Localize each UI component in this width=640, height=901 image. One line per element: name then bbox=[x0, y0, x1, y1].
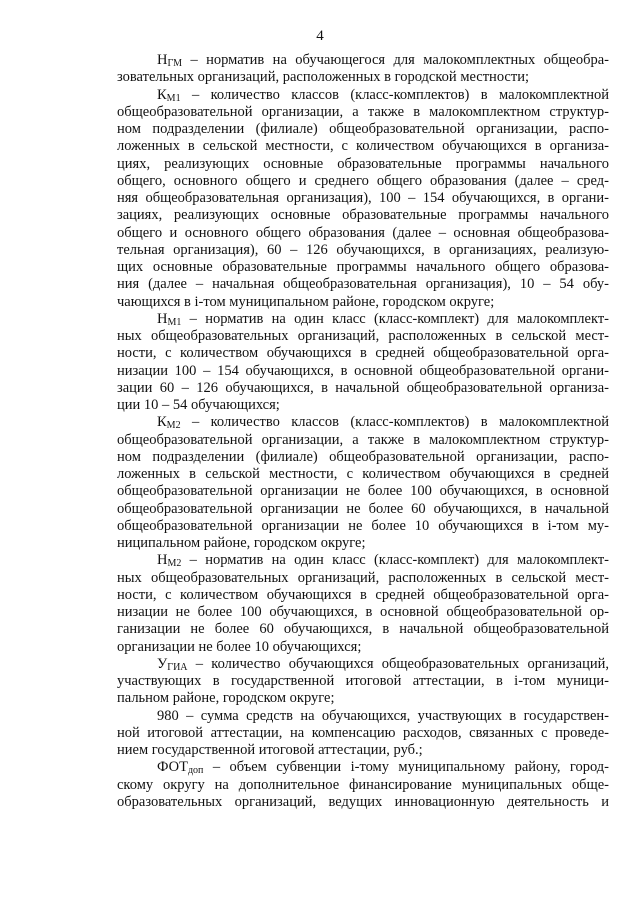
text-segment: организации не более 10 обучающихся; bbox=[117, 638, 362, 655]
text-segment: ложенных в сельской местности, с количеством обучающихся в средней bbox=[117, 466, 609, 482]
text-line bbox=[117, 518, 609, 535]
text-line bbox=[117, 708, 609, 725]
text-segment: ния (далее – начальная общеобразовательная организация), 10 – 54 обу- bbox=[117, 276, 609, 293]
text-segment: – норматив на обучающегося для малокомплектных общеобра- bbox=[182, 52, 609, 68]
text-segment: ности, с количеством обучающихся в средней общеобразовательной орга- bbox=[117, 586, 609, 603]
text-line bbox=[117, 501, 609, 518]
text-segment: участвующих в государственной итоговой аттестации, в i-том муници- bbox=[117, 673, 609, 689]
text-segment: щих основные образовательные программы начального общего образова- bbox=[117, 259, 609, 275]
text-segment: чающихся в i-том муниципальном районе, городском округе; bbox=[117, 293, 495, 310]
text-segment: – количество классов (класс-комплектов) в малокомплектной bbox=[180, 414, 609, 431]
text-line bbox=[117, 259, 609, 276]
text-segment: – количество классов (класс-комплектов) в малокомплектной bbox=[180, 86, 609, 103]
text-segment: ных общеобразовательных организаций, расположенных в сельской мест- bbox=[117, 569, 609, 586]
text-line bbox=[117, 690, 609, 707]
variable-subscript: ГМ bbox=[167, 58, 183, 69]
text-line bbox=[117, 639, 609, 656]
text-segment: общеобразовательной организации, а также в малокомплектном структур- bbox=[117, 431, 609, 448]
text-segment: общеобразовательной организации не более 60 обучающихся, в начальной bbox=[117, 500, 609, 517]
text-segment: 980 – сумма средств на обучающихся, участвующих в государствен- bbox=[157, 707, 609, 724]
text-segment: общеобразовательной организации не более 10 обучающихся в i-том му- bbox=[117, 517, 609, 534]
variable-subscript: М1 bbox=[166, 92, 181, 104]
text-segment: – объем субвенции i-тому муниципальному району, город- bbox=[203, 759, 609, 776]
text-line bbox=[117, 104, 609, 121]
text-line bbox=[117, 294, 609, 311]
text-line bbox=[117, 673, 609, 690]
text-line bbox=[117, 207, 609, 224]
body-text bbox=[117, 52, 609, 811]
text-line bbox=[117, 345, 609, 362]
text-line bbox=[117, 483, 609, 500]
text-line bbox=[117, 311, 609, 328]
text-line bbox=[117, 432, 609, 449]
text-segment: У bbox=[157, 655, 168, 672]
text-line bbox=[117, 414, 609, 431]
page-number: 4 bbox=[316, 28, 324, 44]
text-segment: общеобразовательной организации не более 100 обучающихся, в основной bbox=[117, 483, 609, 500]
variable-subscript: М2 bbox=[166, 420, 181, 432]
text-line bbox=[117, 52, 609, 69]
text-line bbox=[117, 621, 609, 638]
text-line bbox=[117, 328, 609, 345]
text-line bbox=[117, 742, 609, 759]
text-segment: нием государственной итоговой аттестации, руб.; bbox=[117, 742, 423, 758]
text-line bbox=[117, 87, 609, 104]
text-line bbox=[117, 397, 609, 414]
text-segment: Н bbox=[157, 552, 168, 569]
text-line bbox=[117, 656, 609, 673]
text-line bbox=[117, 777, 609, 794]
text-segment: – норматив на один класс (класс-комплект) для малокомплект- bbox=[181, 552, 609, 569]
text-segment: скому округу на дополнительное финансирование муниципальных обще- bbox=[117, 776, 609, 793]
text-line bbox=[117, 69, 609, 86]
text-line bbox=[117, 552, 609, 569]
text-line bbox=[117, 190, 609, 207]
text-line bbox=[117, 604, 609, 621]
text-segment: – количество обучающихся общеобразовательных организаций, bbox=[187, 655, 609, 672]
text-segment: ных общеобразовательных организаций, расположенных в сельской мест- bbox=[117, 328, 609, 344]
text-line bbox=[117, 156, 609, 173]
text-segment: пальном районе, городском округе; bbox=[117, 690, 335, 707]
text-segment: зации 60 – 126 обучающихся, в начальной общеобразовательной организа- bbox=[117, 379, 609, 396]
text-line bbox=[117, 242, 609, 259]
text-line bbox=[117, 759, 609, 776]
text-line bbox=[117, 225, 609, 242]
text-line bbox=[117, 121, 609, 138]
text-line bbox=[117, 570, 609, 587]
text-segment: зовательных организаций, расположенных в городской местности; bbox=[117, 69, 529, 86]
variable-subscript: ГИА bbox=[167, 661, 188, 673]
text-line bbox=[117, 587, 609, 604]
text-segment: няя общеобразовательная организация), 100 – 154 обучающихся, в органи- bbox=[117, 190, 609, 206]
text-line bbox=[117, 725, 609, 742]
text-line bbox=[117, 466, 609, 483]
text-line bbox=[117, 138, 609, 155]
text-segment: К bbox=[157, 414, 167, 431]
text-segment: низации 100 – 154 обучающихся, в основной общеобразовательной органи- bbox=[117, 362, 609, 379]
text-segment: ции 10 – 54 обучающихся; bbox=[117, 397, 280, 413]
text-line bbox=[117, 794, 609, 811]
text-line bbox=[117, 449, 609, 466]
text-segment: ном подразделении (филиале) общеобразовательной организации, распо- bbox=[117, 448, 609, 465]
text-segment: зациях, реализующих основные образовательные программы начального bbox=[117, 207, 609, 224]
variable-subscript: М2 bbox=[167, 558, 182, 570]
text-line bbox=[117, 173, 609, 190]
text-segment: циях, реализующих основные образовательные программы начального bbox=[117, 155, 609, 172]
text-segment: Н bbox=[157, 310, 168, 327]
text-segment: ФОТ bbox=[157, 759, 188, 776]
text-segment: ложенных в сельской местности, с количеством обучающихся в организа- bbox=[117, 138, 609, 155]
text-segment: общеобразовательной организации, а также в малокомплектном структур- bbox=[117, 103, 609, 120]
text-segment: тельная организация), 60 – 126 обучающихся, в организациях, реализую- bbox=[117, 241, 609, 258]
text-segment: ганизации не более 60 обучающихся, в начальной общеобразовательной bbox=[117, 621, 609, 638]
text-segment: ной итоговой аттестации, на компенсацию расходов, связанных с проведе- bbox=[117, 724, 609, 741]
text-line bbox=[117, 535, 609, 552]
text-segment: Н bbox=[157, 52, 168, 68]
text-segment: ности, с количеством обучающихся в средней общеобразовательной орга- bbox=[117, 345, 609, 362]
variable-subscript: М1 bbox=[167, 316, 182, 328]
text-segment: общего и основного общего образования (далее – основная общеобразова- bbox=[117, 224, 609, 241]
text-segment: низации не более 100 обучающихся, в основной общеобразовательной ор- bbox=[117, 604, 609, 620]
text-line bbox=[117, 363, 609, 380]
text-segment: К bbox=[157, 86, 167, 103]
text-segment: ном подразделении (филиале) общеобразовательной организации, распо- bbox=[117, 121, 609, 137]
text-segment: ниципальном районе, городском округе; bbox=[117, 535, 366, 551]
variable-subscript: доп bbox=[187, 765, 204, 777]
text-segment: образовательных организаций, ведущих инновационную деятельность и bbox=[117, 793, 609, 810]
text-segment: общего, основного общего и среднего общего образования (далее – сред- bbox=[117, 172, 609, 189]
text-line bbox=[117, 380, 609, 397]
text-line bbox=[117, 276, 609, 293]
text-segment: – норматив на один класс (класс-комплект) для малокомплект- bbox=[181, 310, 609, 327]
